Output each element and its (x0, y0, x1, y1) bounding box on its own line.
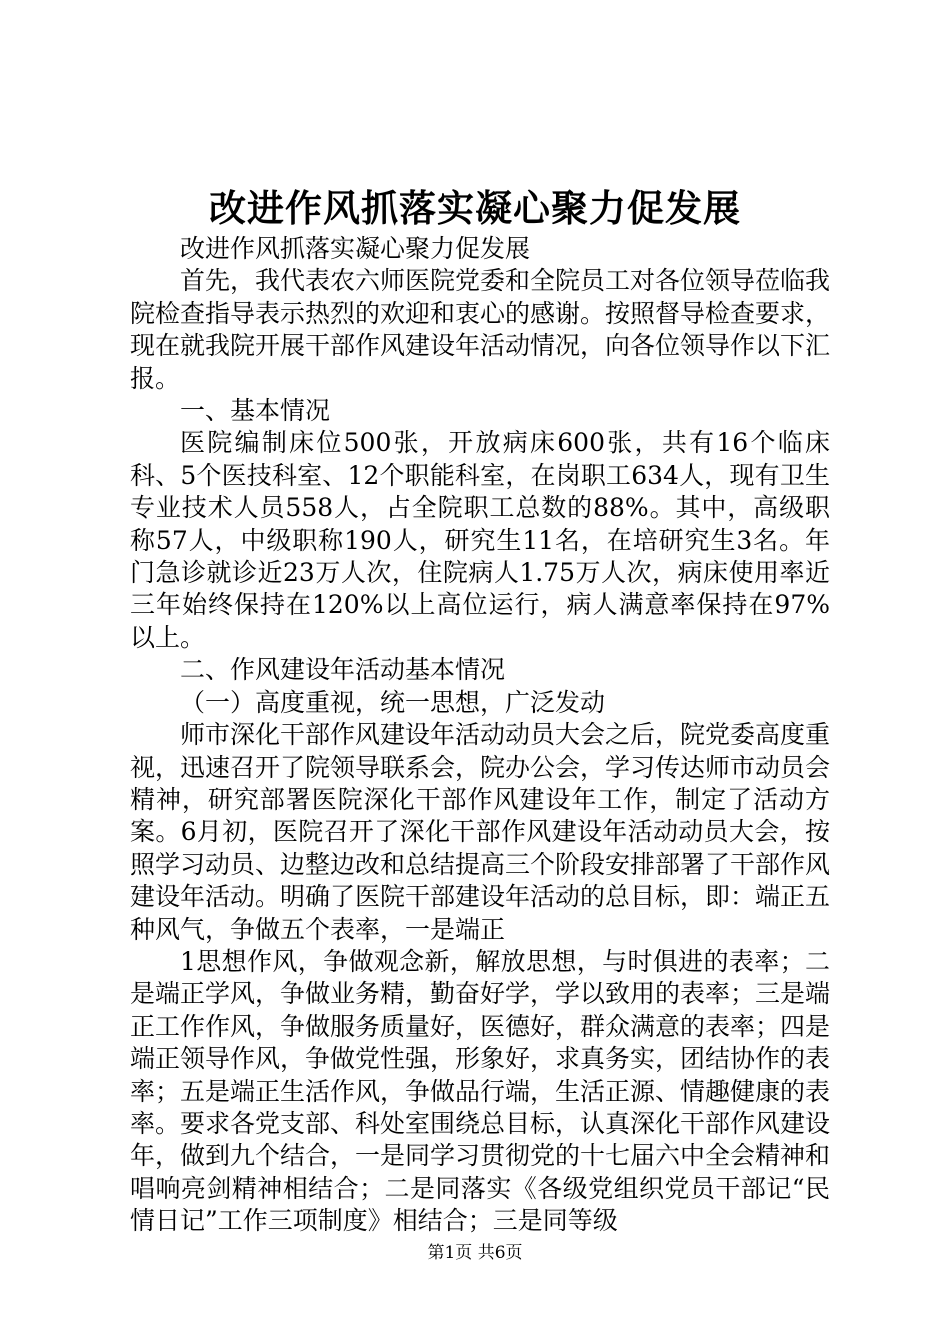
paragraph-opening: 首先，我代表农六师医院党委和全院员工对各位领导莅临我院检查指导表示热烈的欢迎和衷心的感谢。按照督导检查要求，现在就我院开展干部作风建设年活动情况，向各位领导作以下汇报。 (130, 266, 831, 393)
section-heading-activity: 二、作风建设年活动基本情况 (180, 655, 506, 685)
document-body (130, 233, 830, 1238)
paragraph-basic-info: 医院编制床位500张，开放病床600张，共有16个临床科、5个医技科室、12个职能科室，在岗职工634人，现有卫生专业技术人员558人，占全院职工总数的88%。其中，高级职称57人，中级职称190人，研究生11名，在培研究生3名。年门急诊就诊近23万人次，住院病人1.75万人次，病床使用率近三年始终保持在120%以上高位运行，病人满意率保持在97%以上。 (130, 428, 830, 652)
section-heading-basic-info: 一、基本情况 (180, 396, 331, 426)
page-number-footer: 第1页 共6页 (427, 1243, 523, 1263)
paragraph-activity-1: 师市深化干部作风建设年活动动员大会之后，院党委高度重视，迅速召开了院领导联系会，院办公会，学习传达师市动员会精神，研究部署医院深化干部作风建设年工作，制定了活动方案。6月初，医院召开了深化干部作风建设年活动动员大会，按照学习动员、边整边改和总结提高三个阶段安排部署了干部作风建设年活动。明确了医院干部建设年活动的总目标，即：端正五种风气，争做五个表率，一是端正 (130, 720, 831, 944)
subsection-heading-1: （一）高度重视，统一思想，广泛发动 (180, 687, 606, 717)
document-title: 改进作风抓落实凝心聚力促发展 (209, 186, 741, 230)
paragraph-activity-2: 1思想作风，争做观念新，解放思想，与时俱进的表率；二是端正学风，争做业务精，勤奋好学，学以致用的表率；三是端正工作作风，争做服务质量好，医德好，群众满意的表率；四是端正领导作风，争做党性强，形象好，求真务实，团结协作的表率；五是端正生活作风，争做品行端，生活正源、情趣健康的表率。要求各党支部、科处室围绕总目标，认真深化干部作风建设年，做到九个结合，一是同学习贯彻党的十七届六中全会精神和唱响亮剑精神相结合；二是同落实《各级党组织党员干部记“民情日记”工作三项制度》相结合；三是同等级 (130, 946, 831, 1236)
paragraph-subtitle: 改进作风抓落实凝心聚力促发展 (180, 234, 531, 263)
